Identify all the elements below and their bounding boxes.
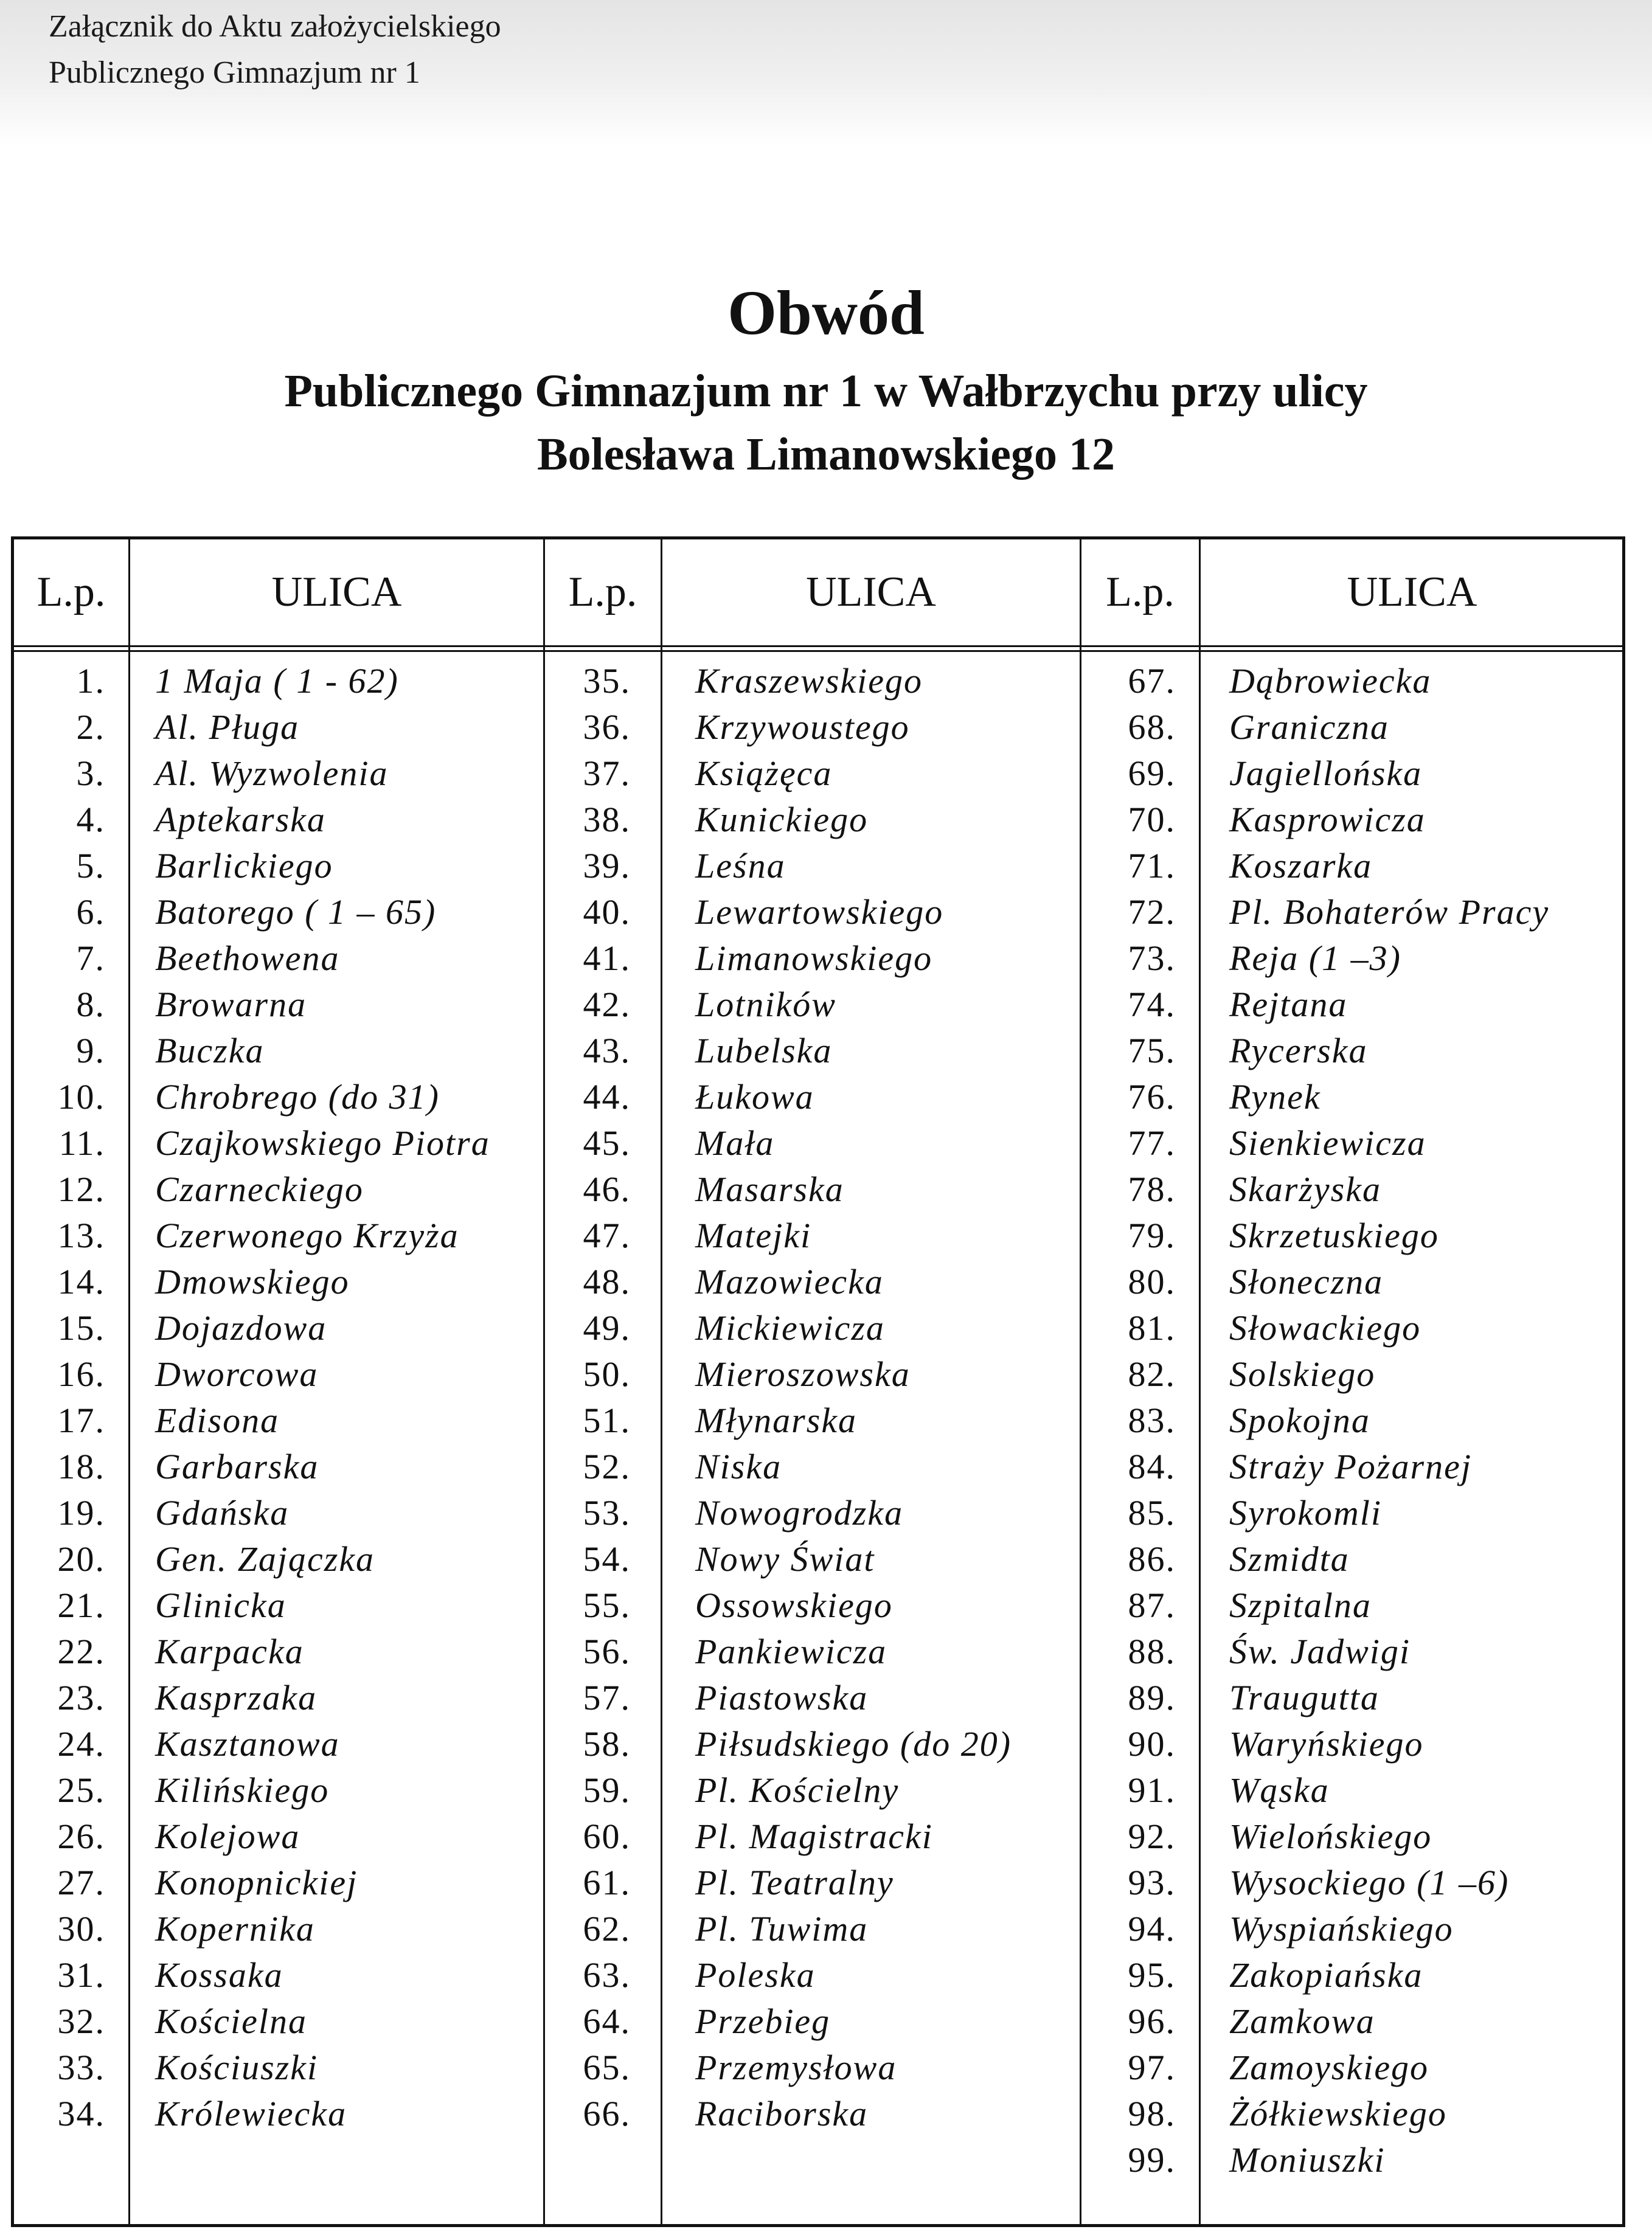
row-number: 25. [57,1770,105,1810]
street-name: Buczka [155,1031,265,1070]
column-divider [1080,539,1081,2224]
row-number: 77. [1128,1123,1176,1163]
street-name: Moniuszki [1229,2140,1386,2180]
street-name: Poleska [695,1955,816,1995]
subtitle-line-2: Bolesława Limanowskiego 12 [536,429,1116,480]
row-number: 46. [583,1169,631,1209]
row-number: 47. [583,1216,631,1255]
street-name: Kopernika [155,1909,315,1949]
header-street-3: ULICA [1347,569,1477,615]
row-number: 45. [583,1123,631,1163]
row-number: 43. [583,1031,631,1070]
street-name: Aptekarska [155,800,326,839]
street-name: Kościuszki [155,2048,319,2087]
street-name: Żółkiewskiego [1229,2094,1447,2133]
street-name: Leśna [695,846,786,885]
title-block [0,277,1652,486]
row-number: 14. [57,1262,105,1301]
street-name: Słowackiego [1229,1308,1421,1348]
row-number: 80. [1128,1262,1176,1301]
street-name: Mieroszowska [695,1354,911,1394]
row-number: 38. [583,800,631,839]
street-name: Zamoyskiego [1229,2048,1429,2087]
row-number: 5. [76,846,105,885]
street-name: Pl. Bohaterów Pracy [1229,892,1550,932]
street-name: Jagiellońska [1229,754,1423,793]
row-number: 57. [583,1678,631,1717]
street-name: Skrzetuskiego [1229,1216,1439,1255]
row-number: 23. [57,1678,105,1717]
street-name: Syrokomli [1229,1493,1383,1533]
row-number: 34. [57,2094,105,2133]
row-number: 10. [57,1077,105,1117]
document-title: Obwód [727,278,925,348]
row-number: 95. [1128,1955,1176,1995]
row-number: 21. [57,1585,105,1625]
row-number: 8. [76,985,105,1024]
attachment-header [49,4,501,96]
column-divider [661,539,662,2224]
street-name: Al. Wyzwolenia [155,754,389,793]
row-number: 67. [1128,661,1176,701]
row-number: 91. [1128,1770,1176,1810]
row-number: 7. [76,938,105,978]
row-number: 30. [57,1909,105,1949]
row-number: 20. [57,1539,105,1579]
street-name: Browarna [155,985,307,1024]
street-name: Solskiego [1229,1354,1376,1394]
row-number: 18. [57,1447,105,1486]
row-number: 86. [1128,1539,1176,1579]
header-street-2: ULICA [806,569,936,615]
street-name: Lewartowskiego [695,892,944,932]
street-name: Kasprowicza [1229,800,1426,839]
row-number: 1. [76,661,105,701]
row-number: 87. [1128,1585,1176,1625]
row-number: 50. [583,1354,631,1394]
row-number: 3. [76,754,105,793]
document-subtitle [0,359,1652,486]
row-number: 81. [1128,1308,1176,1348]
row-number: 42. [583,985,631,1024]
street-name: Szpitalna [1229,1585,1372,1625]
street-name: 1 Maja ( 1 - 62) [155,661,399,701]
row-number: 93. [1128,1863,1176,1902]
row-number: 11. [58,1123,105,1163]
street-name: Kraszewskiego [695,661,923,701]
street-name: Glinicka [155,1585,286,1625]
row-number: 58. [583,1724,631,1764]
row-number: 17. [57,1401,105,1440]
street-name: Barlickiego [155,846,333,885]
street-name: Czerwonego Krzyża [155,1216,459,1255]
street-name: Rycerska [1229,1031,1368,1070]
street-name: Lotników [695,985,836,1024]
street-name: Al. Pługa [155,707,300,747]
row-number: 75. [1128,1031,1176,1070]
row-number: 79. [1128,1216,1176,1255]
street-name: Dworcowa [155,1354,319,1394]
street-name: Ossowskiego [695,1585,893,1625]
row-number: 69. [1128,754,1176,793]
street-name: Gdańska [155,1493,290,1533]
row-number: 61. [583,1863,631,1902]
street-name: Gen. Zajączka [155,1539,375,1579]
row-number: 48. [583,1262,631,1301]
row-number: 36. [583,707,631,747]
row-number: 62. [583,1909,631,1949]
street-name: Beethowena [155,938,340,978]
subtitle-line-1: Publicznego Gimnazjum nr 1 w Wałbrzychu przy ulicy [284,366,1368,417]
row-number: 19. [57,1493,105,1533]
street-name: Skarżyska [1229,1169,1381,1209]
row-number: 68. [1128,707,1176,747]
street-name: Pl. Kościelny [695,1770,900,1810]
street-name: Raciborska [695,2094,869,2133]
street-name: Kossaka [155,1955,283,1995]
row-number: 27. [57,1863,105,1902]
row-number: 78. [1128,1169,1176,1209]
street-name: Piłsudskiego (do 20) [695,1724,1012,1764]
row-number: 33. [57,2048,105,2087]
street-name: Spokojna [1229,1401,1370,1440]
street-name: Przemysłowa [695,2048,897,2087]
column-divider [1199,539,1201,2224]
street-name: Mała [695,1123,775,1163]
street-name: Edisona [155,1401,280,1440]
row-number: 49. [583,1308,631,1348]
row-number: 98. [1128,2094,1176,2133]
row-number: 39. [583,846,631,885]
row-number: 15. [57,1308,105,1348]
row-number: 92. [1128,1817,1176,1856]
header-divider-double [14,650,1622,652]
street-name: Graniczna [1229,707,1389,747]
header-lp-3: L.p. [1106,569,1175,615]
street-name: Pl. Tuwima [695,1909,869,1949]
street-name: Łukowa [695,1077,814,1117]
row-number: 71. [1128,846,1176,885]
row-number: 13. [57,1216,105,1255]
street-name: Królewiecka [155,2094,347,2133]
street-name: Karpacka [155,1632,304,1671]
street-name: Młynarska [695,1401,858,1440]
row-number: 40. [583,892,631,932]
row-number: 35. [583,661,631,701]
street-name: Kilińskiego [155,1770,330,1810]
street-name: Dmowskiego [155,1262,350,1301]
street-name: Wysockiego (1 –6) [1229,1863,1510,1902]
row-number: 99. [1128,2140,1176,2180]
row-number: 41. [583,938,631,978]
street-name: Batorego ( 1 – 65) [155,892,437,932]
street-name: Przebieg [695,2001,831,2041]
column-divider [128,539,130,2224]
street-name: Piastowska [695,1678,869,1717]
street-name: Św. Jadwigi [1229,1632,1411,1671]
row-number: 55. [583,1585,631,1625]
row-number: 12. [57,1169,105,1209]
street-name: Masarska [695,1169,844,1209]
street-name: Pl. Magistracki [695,1817,933,1856]
street-name: Pankiewicza [695,1632,887,1671]
street-name: Rejtana [1229,985,1348,1024]
street-name: Kolejowa [155,1817,300,1856]
street-name: Lubelska [695,1031,833,1070]
row-number: 63. [583,1955,631,1995]
row-number: 94. [1128,1909,1176,1949]
street-name: Reja (1 –3) [1229,938,1401,978]
street-name: Kościelna [155,2001,307,2041]
header-lp-2: L.p. [568,569,637,615]
street-name: Wąska [1229,1770,1330,1810]
row-number: 88. [1128,1632,1176,1671]
street-name: Limanowskiego [695,938,933,978]
row-number: 72. [1128,892,1176,932]
row-number: 52. [583,1447,631,1486]
street-name: Wielońskiego [1229,1817,1432,1856]
attachment-header-line-2: Publicznego Gimnazjum nr 1 [49,55,420,90]
row-number: 70. [1128,800,1176,839]
row-number: 83. [1128,1401,1176,1440]
row-number: 56. [583,1632,631,1671]
row-number: 65. [583,2048,631,2087]
row-number: 60. [583,1817,631,1856]
row-number: 85. [1128,1493,1176,1533]
row-number: 66. [583,2094,631,2133]
row-number: 54. [583,1539,631,1579]
street-name: Koszarka [1229,846,1373,885]
row-number: 89. [1128,1678,1176,1717]
attachment-header-line-1: Załącznik do Aktu założycielskiego [49,9,501,44]
row-number: 59. [583,1770,631,1810]
row-number: 31. [57,1955,105,1995]
row-number: 53. [583,1493,631,1533]
street-name: Sienkiewicza [1229,1123,1426,1163]
row-number: 44. [583,1077,631,1117]
row-number: 16. [57,1354,105,1394]
row-number: 64. [583,2001,631,2041]
row-number: 84. [1128,1447,1176,1486]
street-name: Pl. Teatralny [695,1863,894,1902]
street-name: Straży Pożarnej [1229,1447,1472,1486]
row-number: 2. [76,707,105,747]
street-name: Szmidta [1229,1539,1350,1579]
street-name: Konopnickiej [155,1863,358,1902]
row-number: 90. [1128,1724,1176,1764]
street-name: Czarneckiego [155,1169,364,1209]
row-number: 37. [583,754,631,793]
street-name: Książęca [695,754,833,793]
street-name: Zakopiańska [1229,1955,1423,1995]
street-name: Chrobrego (do 31) [155,1077,440,1117]
street-name: Waryńskiego [1229,1724,1424,1764]
header-divider [14,645,1622,647]
street-name: Kasprzaka [155,1678,318,1717]
street-name: Nowogrodzka [695,1493,904,1533]
row-number: 96. [1128,2001,1176,2041]
header-lp-1: L.p. [36,569,106,615]
row-number: 9. [76,1031,105,1070]
street-name: Wyspiańskiego [1229,1909,1454,1949]
streets-table [11,536,1625,2227]
street-name: Traugutta [1229,1678,1380,1717]
row-number: 32. [57,2001,105,2041]
street-name: Czajkowskiego Piotra [155,1123,490,1163]
street-name: Garbarska [155,1447,319,1486]
street-name: Kasztanowa [155,1724,340,1764]
street-name: Mazowiecka [695,1262,884,1301]
row-number: 82. [1128,1354,1176,1394]
street-name: Zamkowa [1229,2001,1375,2041]
row-number: 97. [1128,2048,1176,2087]
street-name: Kunickiego [695,800,869,839]
row-number: 6. [76,892,105,932]
row-number: 22. [57,1632,105,1671]
row-number: 24. [57,1724,105,1764]
street-name: Krzywoustego [695,707,910,747]
street-name: Dąbrowiecka [1229,661,1432,701]
row-number: 51. [583,1401,631,1440]
street-name: Słoneczna [1229,1262,1384,1301]
street-name: Mickiewicza [695,1308,885,1348]
row-number: 74. [1128,985,1176,1024]
header-street-1: ULICA [271,569,402,615]
row-number: 76. [1128,1077,1176,1117]
street-name: Nowy Świat [695,1539,875,1579]
street-name: Rynek [1229,1077,1321,1117]
street-name: Niska [695,1447,782,1486]
row-number: 26. [57,1817,105,1856]
row-number: 4. [76,800,105,839]
row-number: 73. [1128,938,1176,978]
street-name: Matejki [695,1216,812,1255]
street-name: Dojazdowa [155,1308,327,1348]
